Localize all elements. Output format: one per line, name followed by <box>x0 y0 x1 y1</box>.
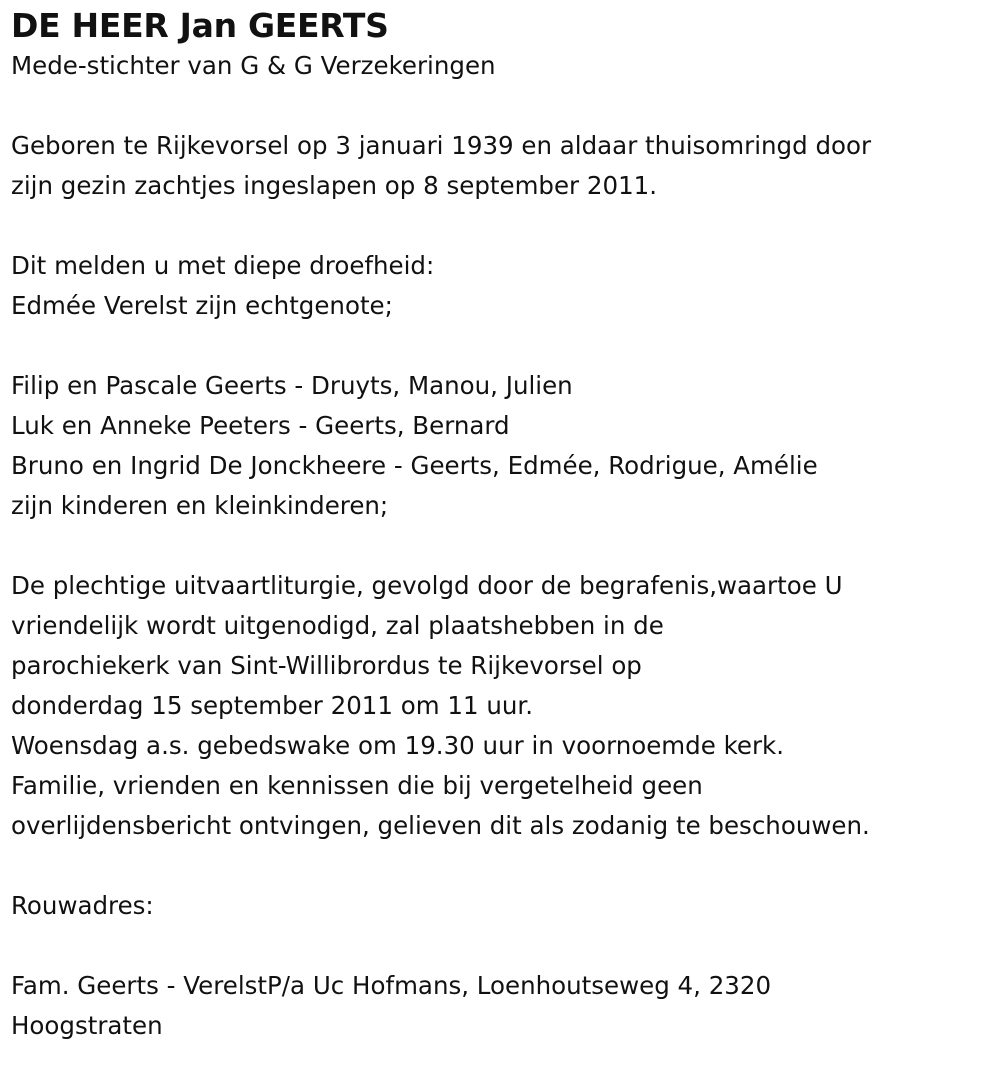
text-line: vriendelijk wordt uitgenodigd, zal plaatshebben in de <box>11 611 664 640</box>
family-line: Luk en Anneke Peeters - Geerts, Bernard <box>11 411 510 440</box>
spacer <box>11 526 1000 566</box>
family-paragraph <box>11 366 1000 526</box>
text-line: Woensdag a.s. gebedswake om 19.30 uur in voornoemde kerk. <box>11 731 785 760</box>
text-line: Dit melden u met diepe droefheid: <box>11 251 435 280</box>
text-line: Geboren te Rijkevorsel op 3 januari 1939 en aldaar thuisomringd door <box>11 131 872 160</box>
spacer <box>11 86 1000 126</box>
text-line: donderdag 15 september 2011 om 11 uur. <box>11 691 534 720</box>
text-line: Edmée Verelst zijn echtgenote; <box>11 291 393 320</box>
address-line: Hoogstraten <box>11 1011 163 1040</box>
text-line: parochiekerk van Sint-Willibrordus te Rijkevorsel op <box>11 651 642 680</box>
text-line: overlijdensbericht ontvingen, gelieven dit als zodanig te beschouwen. <box>11 811 870 840</box>
spacer <box>11 846 1000 886</box>
subtitle-line: Mede-stichter van G & G Verzekeringen <box>11 51 496 80</box>
birth-paragraph <box>11 126 1000 206</box>
text-line: Familie, vrienden en kennissen die bij vergetelheid geen <box>11 771 703 800</box>
text-line: zijn gezin zachtjes ingeslapen op 8 september 2011. <box>11 171 658 200</box>
address-line: Fam. Geerts - VerelstP/a Uc Hofmans, Loenhoutseweg 4, 2320 <box>11 971 772 1000</box>
spacer <box>11 326 1000 366</box>
text-line: De plechtige uitvaartliturgie, gevolgd door de begrafenis,waartoe U <box>11 571 843 600</box>
deceased-name-title: DE HEER Jan GEERTS <box>11 6 389 45</box>
family-line: zijn kinderen en kleinkinderen; <box>11 491 389 520</box>
address-paragraph <box>11 966 1000 1046</box>
spacer <box>11 206 1000 246</box>
announcement-paragraph <box>11 246 1000 326</box>
address-label: Rouwadres: <box>11 891 154 920</box>
funeral-paragraph <box>11 566 1000 846</box>
spacer <box>11 926 1000 966</box>
family-line: Filip en Pascale Geerts - Druyts, Manou, Julien <box>11 371 573 400</box>
family-line: Bruno en Ingrid De Jonckheere - Geerts, Edmée, Rodrigue, Amélie <box>11 451 818 480</box>
